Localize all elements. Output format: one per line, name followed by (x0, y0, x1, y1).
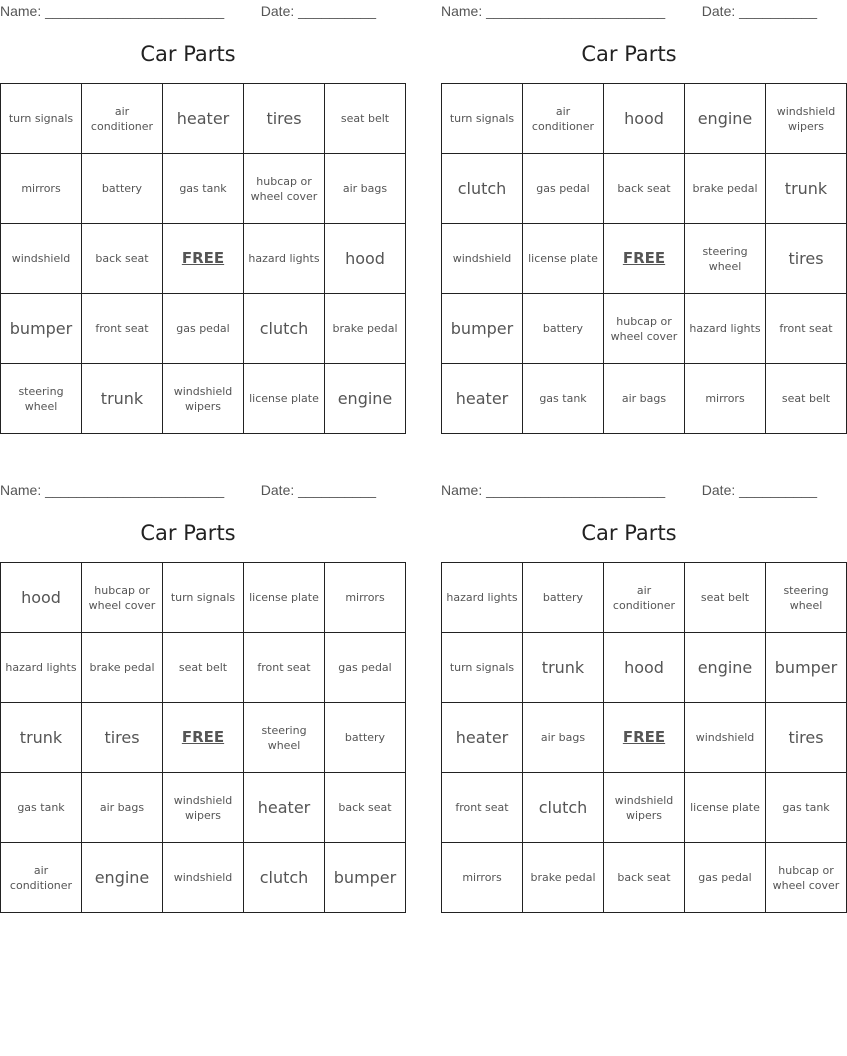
bingo-cell: mirrors (442, 843, 523, 913)
bingo-cell: seat belt (163, 633, 244, 703)
card-title: Car Parts (581, 521, 677, 545)
bingo-cell: clutch (244, 843, 325, 913)
bingo-cell: mirrors (1, 154, 82, 224)
bingo-cell: front seat (244, 633, 325, 703)
bingo-cell: engine (82, 843, 163, 913)
bingo-cell: hood (1, 563, 82, 633)
bingo-cell: heater (442, 703, 523, 773)
grid-row (1, 843, 406, 913)
date-field[interactable]: Date: __________ (701, 482, 817, 498)
bingo-cell: heater (163, 84, 244, 154)
bingo-cell: gas pedal (523, 154, 604, 224)
bingo-cell: windshield (442, 224, 523, 294)
name-field[interactable]: Name: _______________________ (441, 3, 666, 19)
name-field[interactable]: Name: _______________________ (441, 482, 666, 498)
bingo-cell: steering wheel (685, 224, 766, 294)
bingo-cell: gas pedal (685, 843, 766, 913)
bingo-cell: license plate (523, 224, 604, 294)
bingo-cell: air bags (604, 364, 685, 434)
bingo-cell: engine (685, 633, 766, 703)
free-space: FREE (163, 224, 244, 294)
bingo-cell: turn signals (442, 633, 523, 703)
bingo-grid (0, 562, 406, 913)
name-date-row (0, 482, 376, 498)
bingo-cell: hubcap or wheel cover (244, 154, 325, 224)
bingo-cell: license plate (685, 773, 766, 843)
grid-row (442, 773, 847, 843)
bingo-cell: hazard lights (442, 563, 523, 633)
card-title: Car Parts (140, 42, 236, 66)
bingo-cell: battery (523, 294, 604, 364)
grid-row (1, 563, 406, 633)
bingo-cell: seat belt (325, 84, 406, 154)
grid-row (442, 154, 847, 224)
bingo-cell: front seat (766, 294, 847, 364)
bingo-cell: engine (325, 364, 406, 434)
bingo-cell: air conditioner (82, 84, 163, 154)
bingo-cell: brake pedal (685, 154, 766, 224)
grid-row (1, 364, 406, 434)
bingo-cell: front seat (82, 294, 163, 364)
bingo-cell: bumper (442, 294, 523, 364)
name-date-row (441, 482, 817, 498)
bingo-cell: trunk (523, 633, 604, 703)
grid-row (442, 84, 847, 154)
bingo-grid (441, 83, 847, 434)
bingo-cell: steering wheel (1, 364, 82, 434)
bingo-cell: bumper (766, 633, 847, 703)
bingo-cell: clutch (442, 154, 523, 224)
date-field[interactable]: Date: __________ (260, 3, 376, 19)
bingo-cell: back seat (82, 224, 163, 294)
bingo-card-3 (0, 479, 397, 919)
bingo-cell: engine (685, 84, 766, 154)
bingo-cell: back seat (604, 843, 685, 913)
bingo-cell: air conditioner (523, 84, 604, 154)
bingo-cell: brake pedal (523, 843, 604, 913)
bingo-cell: hood (604, 633, 685, 703)
bingo-cell: bumper (325, 843, 406, 913)
bingo-cell: seat belt (685, 563, 766, 633)
bingo-cell: clutch (244, 294, 325, 364)
bingo-cell: air bags (325, 154, 406, 224)
bingo-cell: brake pedal (325, 294, 406, 364)
card-title: Car Parts (581, 42, 677, 66)
bingo-grid (441, 562, 847, 913)
grid-row (442, 633, 847, 703)
grid-row (1, 703, 406, 773)
card-title: Car Parts (140, 521, 236, 545)
free-space: FREE (604, 703, 685, 773)
grid-row (442, 703, 847, 773)
grid-row (442, 364, 847, 434)
bingo-cell: mirrors (325, 563, 406, 633)
bingo-cell: tires (244, 84, 325, 154)
bingo-cell: heater (442, 364, 523, 434)
bingo-cell: gas tank (163, 154, 244, 224)
bingo-card-1 (0, 0, 398, 440)
bingo-cell: windshield (685, 703, 766, 773)
bingo-cell: tires (766, 224, 847, 294)
free-space: FREE (163, 703, 244, 773)
bingo-cell: gas tank (523, 364, 604, 434)
bingo-cell: heater (244, 773, 325, 843)
bingo-cell: trunk (82, 364, 163, 434)
bingo-cell: bumper (1, 294, 82, 364)
bingo-grid (0, 83, 406, 434)
bingo-cell: seat belt (766, 364, 847, 434)
bingo-cell: battery (325, 703, 406, 773)
bingo-cell: gas pedal (325, 633, 406, 703)
bingo-cell: windshield wipers (766, 84, 847, 154)
date-field[interactable]: Date: __________ (260, 482, 376, 498)
bingo-cell: hubcap or wheel cover (82, 563, 163, 633)
grid-row (442, 224, 847, 294)
bingo-cell: steering wheel (244, 703, 325, 773)
grid-row (1, 154, 406, 224)
grid-row (1, 84, 406, 154)
grid-row (442, 843, 847, 913)
grid-row (442, 563, 847, 633)
bingo-cell: hazard lights (685, 294, 766, 364)
bingo-cell: back seat (604, 154, 685, 224)
bingo-cell: gas pedal (163, 294, 244, 364)
bingo-cell: clutch (523, 773, 604, 843)
bingo-cell: windshield wipers (163, 364, 244, 434)
bingo-cell: turn signals (163, 563, 244, 633)
bingo-cell: mirrors (685, 364, 766, 434)
bingo-cell: hubcap or wheel cover (766, 843, 847, 913)
bingo-cell: front seat (442, 773, 523, 843)
bingo-cell: hazard lights (1, 633, 82, 703)
bingo-cell: license plate (244, 364, 325, 434)
bingo-cell: hubcap or wheel cover (604, 294, 685, 364)
grid-row (1, 294, 406, 364)
name-date-row (441, 3, 817, 19)
bingo-cell: windshield wipers (604, 773, 685, 843)
bingo-card-4 (441, 479, 840, 919)
grid-row (442, 294, 847, 364)
grid-row (1, 224, 406, 294)
bingo-cell: back seat (325, 773, 406, 843)
bingo-cell: tires (82, 703, 163, 773)
bingo-cell: hood (325, 224, 406, 294)
bingo-cell: license plate (244, 563, 325, 633)
bingo-cell: tires (766, 703, 847, 773)
bingo-cell: air conditioner (1, 843, 82, 913)
bingo-cell: air conditioner (604, 563, 685, 633)
bingo-cell: air bags (82, 773, 163, 843)
bingo-cell: windshield (163, 843, 244, 913)
name-field[interactable]: Name: _______________________ (0, 482, 225, 498)
grid-row (1, 633, 406, 703)
bingo-cell: battery (82, 154, 163, 224)
name-field[interactable]: Name: _______________________ (0, 3, 225, 19)
bingo-card-2 (441, 0, 836, 440)
bingo-cell: turn signals (442, 84, 523, 154)
bingo-cell: gas tank (766, 773, 847, 843)
bingo-cell: windshield wipers (163, 773, 244, 843)
bingo-cell: trunk (766, 154, 847, 224)
free-space: FREE (604, 224, 685, 294)
bingo-cell: brake pedal (82, 633, 163, 703)
bingo-cell: hazard lights (244, 224, 325, 294)
grid-row (1, 773, 406, 843)
bingo-cell: windshield (1, 224, 82, 294)
bingo-cell: battery (523, 563, 604, 633)
bingo-cell: turn signals (1, 84, 82, 154)
name-date-row (0, 3, 376, 19)
bingo-cell: gas tank (1, 773, 82, 843)
bingo-cell: air bags (523, 703, 604, 773)
bingo-cell: steering wheel (766, 563, 847, 633)
date-field[interactable]: Date: __________ (701, 3, 817, 19)
bingo-cell: hood (604, 84, 685, 154)
bingo-cell: trunk (1, 703, 82, 773)
